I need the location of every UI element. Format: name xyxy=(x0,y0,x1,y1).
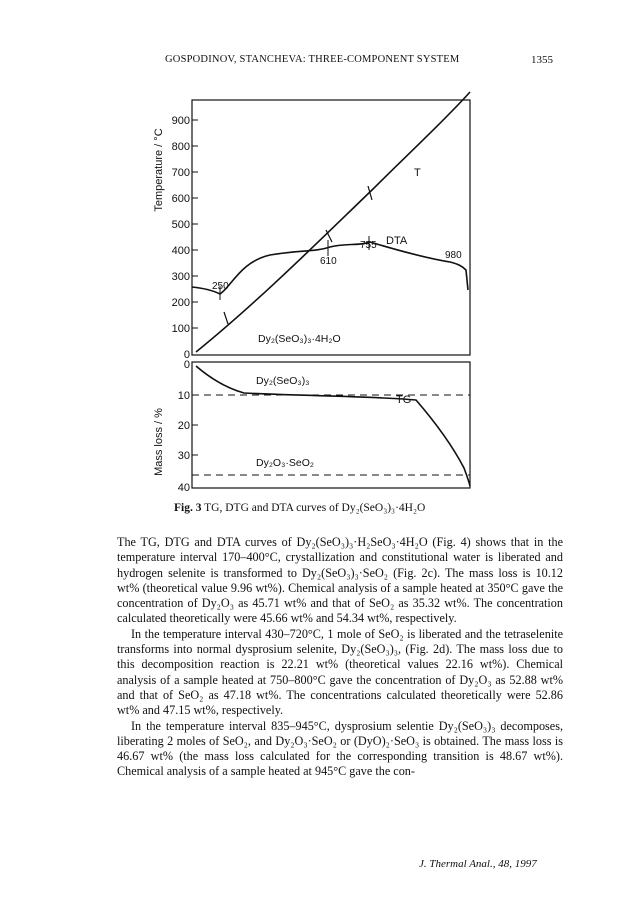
upper-ytick-label: 500 xyxy=(171,219,190,231)
compound-label-upper: Dy₂(SeO₃)₃·4H₂O xyxy=(258,333,341,345)
t-curve-label: T xyxy=(414,167,421,179)
upper-ytick-label: 900 xyxy=(171,115,190,127)
upper-ytick-label: 400 xyxy=(171,245,190,257)
figure-caption xyxy=(174,502,425,514)
thermal-analysis-plot xyxy=(140,90,480,500)
caption-label: Fig. 3 xyxy=(174,502,202,514)
upper-y-axis-label: Temperature / °C xyxy=(153,128,165,212)
t-curve-tick xyxy=(224,312,228,324)
lower-plot-frame xyxy=(192,362,470,488)
lower-ytick-label: 10 xyxy=(177,390,190,402)
upper-ytick-label: 200 xyxy=(171,297,190,309)
page-header xyxy=(0,54,624,70)
upper-ytick-label: 800 xyxy=(171,141,190,153)
lower-y-ticks xyxy=(192,395,198,455)
journal-footer: J. Thermal Anal., 48, 1997 xyxy=(419,858,537,870)
upper-plot-frame xyxy=(192,100,470,355)
dta-curve-label: DTA xyxy=(386,235,408,247)
annotation-755: 755 xyxy=(360,240,377,251)
upper-ytick-label: 0 xyxy=(183,349,190,361)
tg-curve xyxy=(196,366,470,486)
upper-ytick-label: 600 xyxy=(171,193,190,205)
annotation-250: 250 xyxy=(212,281,229,292)
annotation-610: 610 xyxy=(320,256,337,267)
paragraph: In the temperature interval 430–720°C, 1 mole of SeO₂ is liberated and the tetraselenite transforms into normal dysprosium selenite, Dy₂(SeO₃)₃, (Fig. 2d). The mass loss due to this decomposition reaction is 22.21 wt% (theoretical values 22.16 wt%). Chemical analysis of a sample heated at 750–800°C gave the concentration of Dy₂O₃ as 52.88 wt% and that of SeO₂ as 47.18 wt%. The concentrations calculated theoretically were 52.86 wt% and 47.15 wt%, respectively. xyxy=(117,626,563,718)
annotation-980: 980 xyxy=(445,250,462,261)
lower-ytick-label: 40 xyxy=(177,482,190,494)
dta-curve xyxy=(192,242,468,294)
upper-y-ticks xyxy=(192,120,198,328)
lower-y-axis-label: Mass loss / % xyxy=(153,408,165,476)
upper-ytick-label: 300 xyxy=(171,271,190,283)
lower-ytick-label: 30 xyxy=(177,450,190,462)
compound-label-lower: Dy₂O₃·SeO₂ xyxy=(256,457,314,469)
compound-label-mid: Dy₂(SeO₃)₃ xyxy=(256,375,310,387)
body-text xyxy=(117,535,563,780)
paragraph: The TG, DTG and DTA curves of Dy₂(SeO₃)₃·H₂SeO₃·4H₂O (Fig. 4) shows that in the temperature interval 170–400°C, crystallization and constitutional water is liberated and hydrogen selenite is transformed to Dy₂(SeO₃)₃·SeO₂ (Fig. 2c). The mass loss is 10.12 wt% (theoretical value 9.96 wt%). Chemical analysis of a sample heated at 350°C gave the concentration of Dy₂O₃ as 45.71 wt% and that of SeO₂ as 35.32 wt%. The concentration calculated theoretically were 45.66 wt% and 54.34 wt%, respectively. xyxy=(117,535,563,626)
figure-3 xyxy=(140,90,480,520)
lower-ytick-label: 20 xyxy=(177,420,190,432)
running-title: GOSPODINOV, STANCHEVA: THREE-COMPONENT SYSTEM xyxy=(165,54,460,65)
upper-ytick-label: 700 xyxy=(171,167,190,179)
tg-curve-label: TG xyxy=(396,394,412,406)
lower-ytick-label: 0 xyxy=(183,359,190,371)
upper-ytick-label: 100 xyxy=(171,323,190,335)
page-number: 1355 xyxy=(531,54,553,66)
t-curve xyxy=(196,92,470,352)
caption-text: TG, DTG and DTA curves of Dy₂(SeO₃)₃·4H₂O xyxy=(204,502,426,514)
paragraph: In the temperature interval 835–945°C, dysprosium selentie Dy₂(SeO₃)₃ decomposes, liberating 2 moles of SeO₂, and Dy₂O₃·SeO₂ or (DyO)₂·SeO₃ is obtained. The mass loss is 46.67 wt% (the mass loss calculated for the corresponding transition is 48.67 wt%). Chemical analysis of a sample heated at 945°C gave the con- xyxy=(117,718,563,779)
